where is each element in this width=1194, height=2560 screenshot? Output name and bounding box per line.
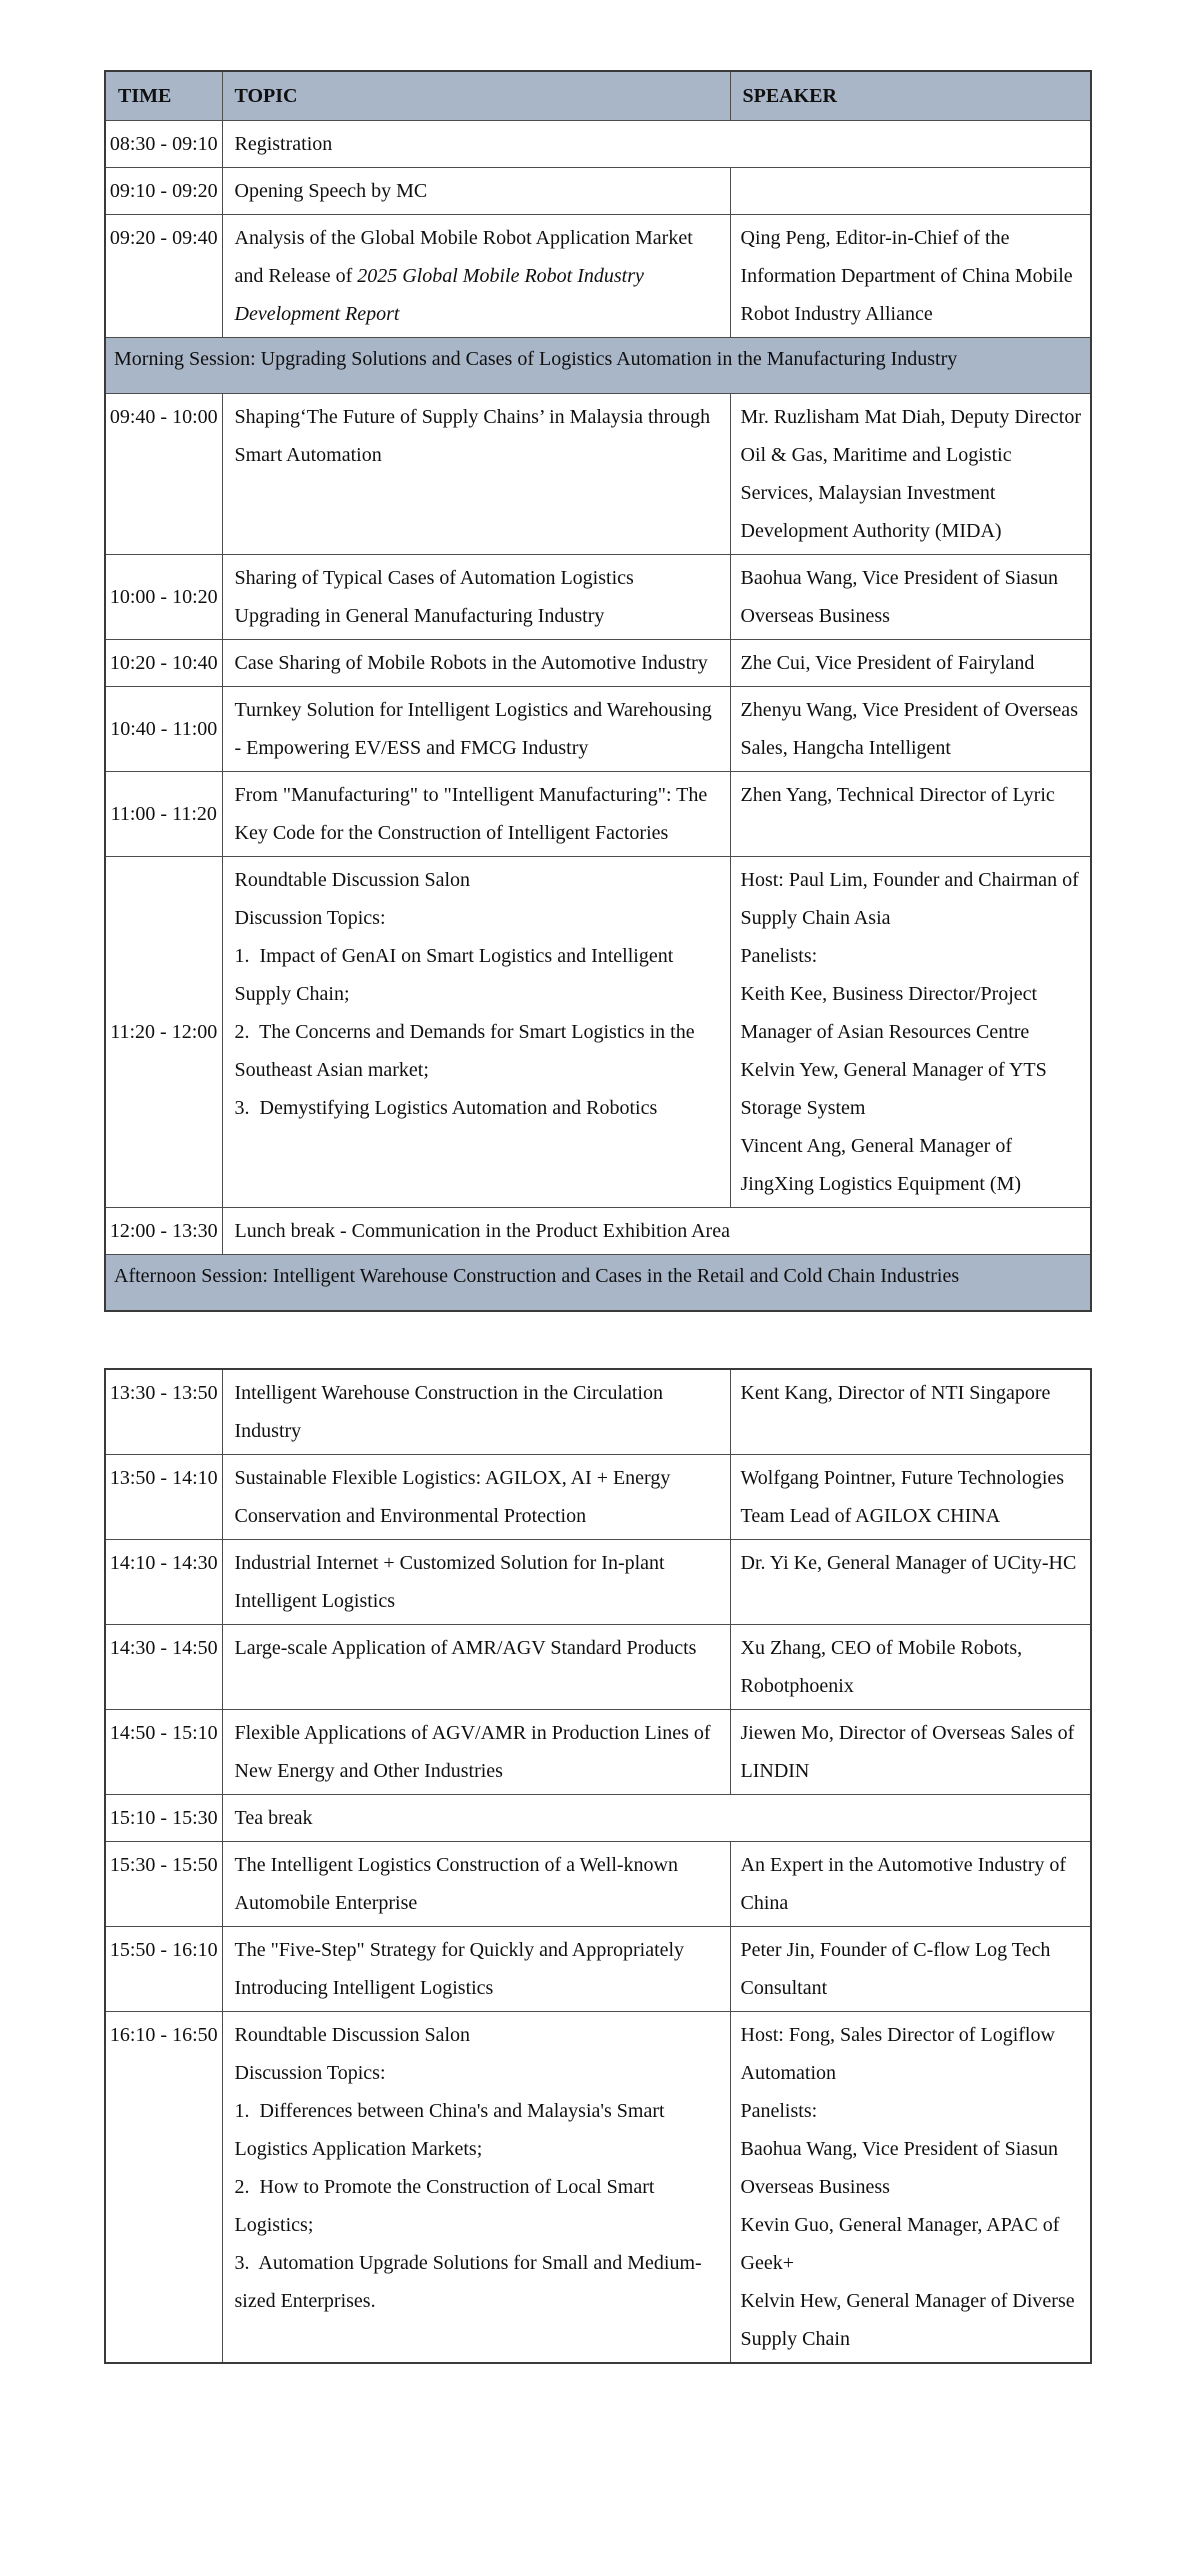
topic-cell [222, 1369, 730, 1455]
paragraph: Zhen Yang, Technical Director of Lyric [740, 784, 1055, 806]
afternoon-agenda-table [104, 1368, 1092, 2364]
speaker-cell [730, 215, 1091, 338]
paragraph: Sustainable Flexible Logistics: AGILOX, AI + Energy Conservation and Environmental Protection [234, 1467, 676, 1527]
topic-cell [222, 1540, 730, 1625]
topic-cell [222, 1625, 730, 1710]
agenda-row [105, 555, 1091, 640]
agenda-row [105, 2012, 1091, 2364]
paragraph: Sharing of Typical Cases of Automation Logistics Upgrading in General Manufacturing Industry [234, 567, 639, 627]
topic-cell [222, 394, 730, 555]
agenda-row [105, 394, 1091, 555]
paragraph: 2. The Concerns and Demands for Smart Logistics in the Southeast Asian market; [234, 1021, 700, 1081]
time-cell: 13:50 - 14:10 [105, 1455, 222, 1540]
paragraph: Turnkey Solution for Intelligent Logistics and Warehousing - Empowering EV/ESS and FMCG Industry [234, 699, 717, 759]
column-header-topic: TOPIC [222, 71, 730, 121]
time-cell: 09:20 - 09:40 [105, 215, 222, 338]
topic-cell [222, 1795, 1091, 1842]
paragraph: Panelists: [740, 2100, 818, 2122]
time-cell: 16:10 - 16:50 [105, 2012, 222, 2364]
morning-agenda-table [104, 70, 1092, 1312]
time-cell: 11:20 - 12:00 [105, 857, 222, 1208]
paragraph: Jiewen Mo, Director of Overseas Sales of LINDIN [740, 1722, 1080, 1782]
italic-text: 2025 Global Mobile Robot Industry Development Report [234, 265, 649, 325]
paragraph: Roundtable Discussion Salon [234, 2024, 471, 2046]
agenda-row [105, 1795, 1091, 1842]
topic-cell [222, 1208, 1091, 1255]
topic-cell [222, 2012, 730, 2364]
paragraph: Dr. Yi Ke, General Manager of UCity-HC [740, 1552, 1077, 1574]
time-cell: 14:30 - 14:50 [105, 1625, 222, 1710]
paragraph: Vincent Ang, General Manager of JingXing Logistics Equipment (M) [740, 1135, 1022, 1195]
paragraph: Case Sharing of Mobile Robots in the Automotive Industry [234, 652, 708, 674]
speaker-cell [730, 1710, 1091, 1795]
paragraph: Large-scale Application of AMR/AGV Standard Products [234, 1637, 697, 1659]
column-header-row [105, 71, 1091, 121]
paragraph [235, 219, 720, 333]
time-cell: 11:00 - 11:20 [105, 772, 222, 857]
paragraph: Peter Jin, Founder of C-flow Log Tech Consultant [740, 1939, 1056, 1999]
paragraph: Registration [234, 133, 333, 155]
speaker-cell [730, 1842, 1091, 1927]
time-cell: 08:30 - 09:10 [105, 121, 222, 168]
topic-cell [222, 1927, 730, 2012]
agenda-row [105, 772, 1091, 857]
topic-cell [222, 215, 730, 338]
paragraph: 1. Differences between China's and Malaysia's Smart Logistics Application Markets; [234, 2100, 670, 2160]
paragraph: Panelists: [740, 945, 818, 967]
time-cell: 10:00 - 10:20 [105, 555, 222, 640]
session-header-label: Morning Session: Upgrading Solutions and Cases of Logistics Automation in the Manufacturing Industry [105, 338, 1091, 394]
agenda-row [105, 1710, 1091, 1795]
paragraph: Baohua Wang, Vice President of Siasun Overseas Business [740, 2138, 1064, 2198]
agenda-row [105, 168, 1091, 215]
paragraph: Lunch break - Communication in the Product Exhibition Area [234, 1220, 730, 1242]
session-header-label: Afternoon Session: Intelligent Warehouse Construction and Cases in the Retail and Cold Chain Industries [105, 1255, 1091, 1312]
agenda-row [105, 1455, 1091, 1540]
time-cell: 09:40 - 10:00 [105, 394, 222, 555]
topic-cell [222, 1842, 730, 1927]
paragraph: Discussion Topics: [234, 2062, 386, 2084]
session-header-row [105, 1255, 1091, 1312]
speaker-cell [730, 640, 1091, 687]
paragraph: 3. Automation Upgrade Solutions for Small and Medium-sized Enterprises. [234, 2252, 702, 2312]
topic-cell [222, 687, 730, 772]
time-cell: 14:10 - 14:30 [105, 1540, 222, 1625]
paragraph: Kelvin Yew, General Manager of YTS Storage System [740, 1059, 1052, 1119]
paragraph: Kelvin Hew, General Manager of Diverse Supply Chain [740, 2290, 1080, 2350]
agenda-row [105, 1927, 1091, 2012]
time-cell: 15:50 - 16:10 [105, 1927, 222, 2012]
paragraph: Kevin Guo, General Manager, APAC of Geek+ [740, 2214, 1065, 2274]
speaker-cell [730, 1927, 1091, 2012]
time-cell: 12:00 - 13:30 [105, 1208, 222, 1255]
speaker-cell [730, 857, 1091, 1208]
paragraph: Wolfgang Pointner, Future Technologies Team Lead of AGILOX CHINA [740, 1467, 1069, 1527]
paragraph: Opening Speech by MC [234, 180, 428, 202]
session-header-row [105, 338, 1091, 394]
paragraph: Host: Paul Lim, Founder and Chairman of Supply Chain Asia [740, 869, 1084, 929]
time-cell: 14:50 - 15:10 [105, 1710, 222, 1795]
text-run: Analysis of the Global Mobile Robot Application Market and Release of [234, 227, 698, 287]
speaker-cell [730, 555, 1091, 640]
topic-cell [222, 555, 730, 640]
speaker-cell [730, 1540, 1091, 1625]
paragraph: An Expert in the Automotive Industry of China [740, 1854, 1072, 1914]
agenda-row [105, 121, 1091, 168]
paragraph: Industrial Internet + Customized Solution for In-plant Intelligent Logistics [234, 1552, 670, 1612]
agenda-row [105, 640, 1091, 687]
speaker-cell [730, 168, 1091, 215]
time-cell: 10:20 - 10:40 [105, 640, 222, 687]
paragraph: Xu Zhang, CEO of Mobile Robots, Robotphoenix [740, 1637, 1028, 1697]
time-cell: 15:10 - 15:30 [105, 1795, 222, 1842]
paragraph: Intelligent Warehouse Construction in the Circulation Industry [234, 1382, 668, 1442]
speaker-cell [730, 687, 1091, 772]
speaker-cell [730, 772, 1091, 857]
paragraph: Zhenyu Wang, Vice President of Overseas Sales, Hangcha Intelligent [740, 699, 1083, 759]
agenda-row [105, 1369, 1091, 1455]
time-cell: 15:30 - 15:50 [105, 1842, 222, 1927]
paragraph: The Intelligent Logistics Construction of a Well-known Automobile Enterprise [234, 1854, 682, 1914]
paragraph: 1. Impact of GenAI on Smart Logistics and Intelligent Supply Chain; [234, 945, 679, 1005]
time-cell: 10:40 - 11:00 [105, 687, 222, 772]
topic-cell [222, 857, 730, 1208]
topic-cell [222, 121, 1091, 168]
paragraph: Kent Kang, Director of NTI Singapore [740, 1382, 1051, 1404]
paragraph: 3. Demystifying Logistics Automation and Robotics [234, 1097, 658, 1119]
speaker-cell [730, 394, 1091, 555]
speaker-cell [730, 1625, 1091, 1710]
column-header-time: TIME [105, 71, 222, 121]
agenda-row [105, 1208, 1091, 1255]
agenda-row [105, 1540, 1091, 1625]
speaker-cell [730, 1455, 1091, 1540]
paragraph: Mr. Ruzlisham Mat Diah, Deputy Director Oil & Gas, Maritime and Logistic Services, Malaysian Investment Development Authority (MIDA) [740, 406, 1086, 542]
agenda-row [105, 1842, 1091, 1927]
agenda-row [105, 857, 1091, 1208]
agenda-row [105, 215, 1091, 338]
paragraph: Keith Kee, Business Director/Project Manager of Asian Resources Centre [740, 983, 1043, 1043]
topic-cell [222, 168, 730, 215]
topic-cell [222, 1455, 730, 1540]
speaker-cell [730, 1369, 1091, 1455]
topic-cell [222, 640, 730, 687]
time-cell: 13:30 - 13:50 [105, 1369, 222, 1455]
agenda-row [105, 687, 1091, 772]
paragraph: Flexible Applications of AGV/AMR in Production Lines of New Energy and Other Industries [234, 1722, 716, 1782]
topic-cell [222, 772, 730, 857]
paragraph: Tea break [234, 1807, 313, 1829]
paragraph: The "Five-Step" Strategy for Quickly and Appropriately Introducing Intelligent Logistics [234, 1939, 690, 1999]
time-cell: 09:10 - 09:20 [105, 168, 222, 215]
topic-cell [222, 1710, 730, 1795]
paragraph: Zhe Cui, Vice President of Fairyland [740, 652, 1035, 674]
paragraph: Discussion Topics: [234, 907, 386, 929]
paragraph: From "Manufacturing" to "Intelligent Manufacturing": The Key Code for the Construction of Intelligent Factories [234, 784, 713, 844]
paragraph: Shaping‘The Future of Supply Chains’ in Malaysia through Smart Automation [234, 406, 716, 466]
paragraph: Roundtable Discussion Salon [234, 869, 471, 891]
column-header-speaker: SPEAKER [730, 71, 1091, 121]
paragraph: 2. How to Promote the Construction of Local Smart Logistics; [234, 2176, 660, 2236]
paragraph: Host: Fong, Sales Director of Logiflow Automation [740, 2024, 1059, 2084]
paragraph: Qing Peng, Editor-in-Chief of the Information Department of China Mobile Robot Industry Alliance [740, 227, 1078, 325]
agenda-row [105, 1625, 1091, 1710]
paragraph: Baohua Wang, Vice President of Siasun Overseas Business [740, 567, 1064, 627]
speaker-cell [730, 2012, 1091, 2364]
